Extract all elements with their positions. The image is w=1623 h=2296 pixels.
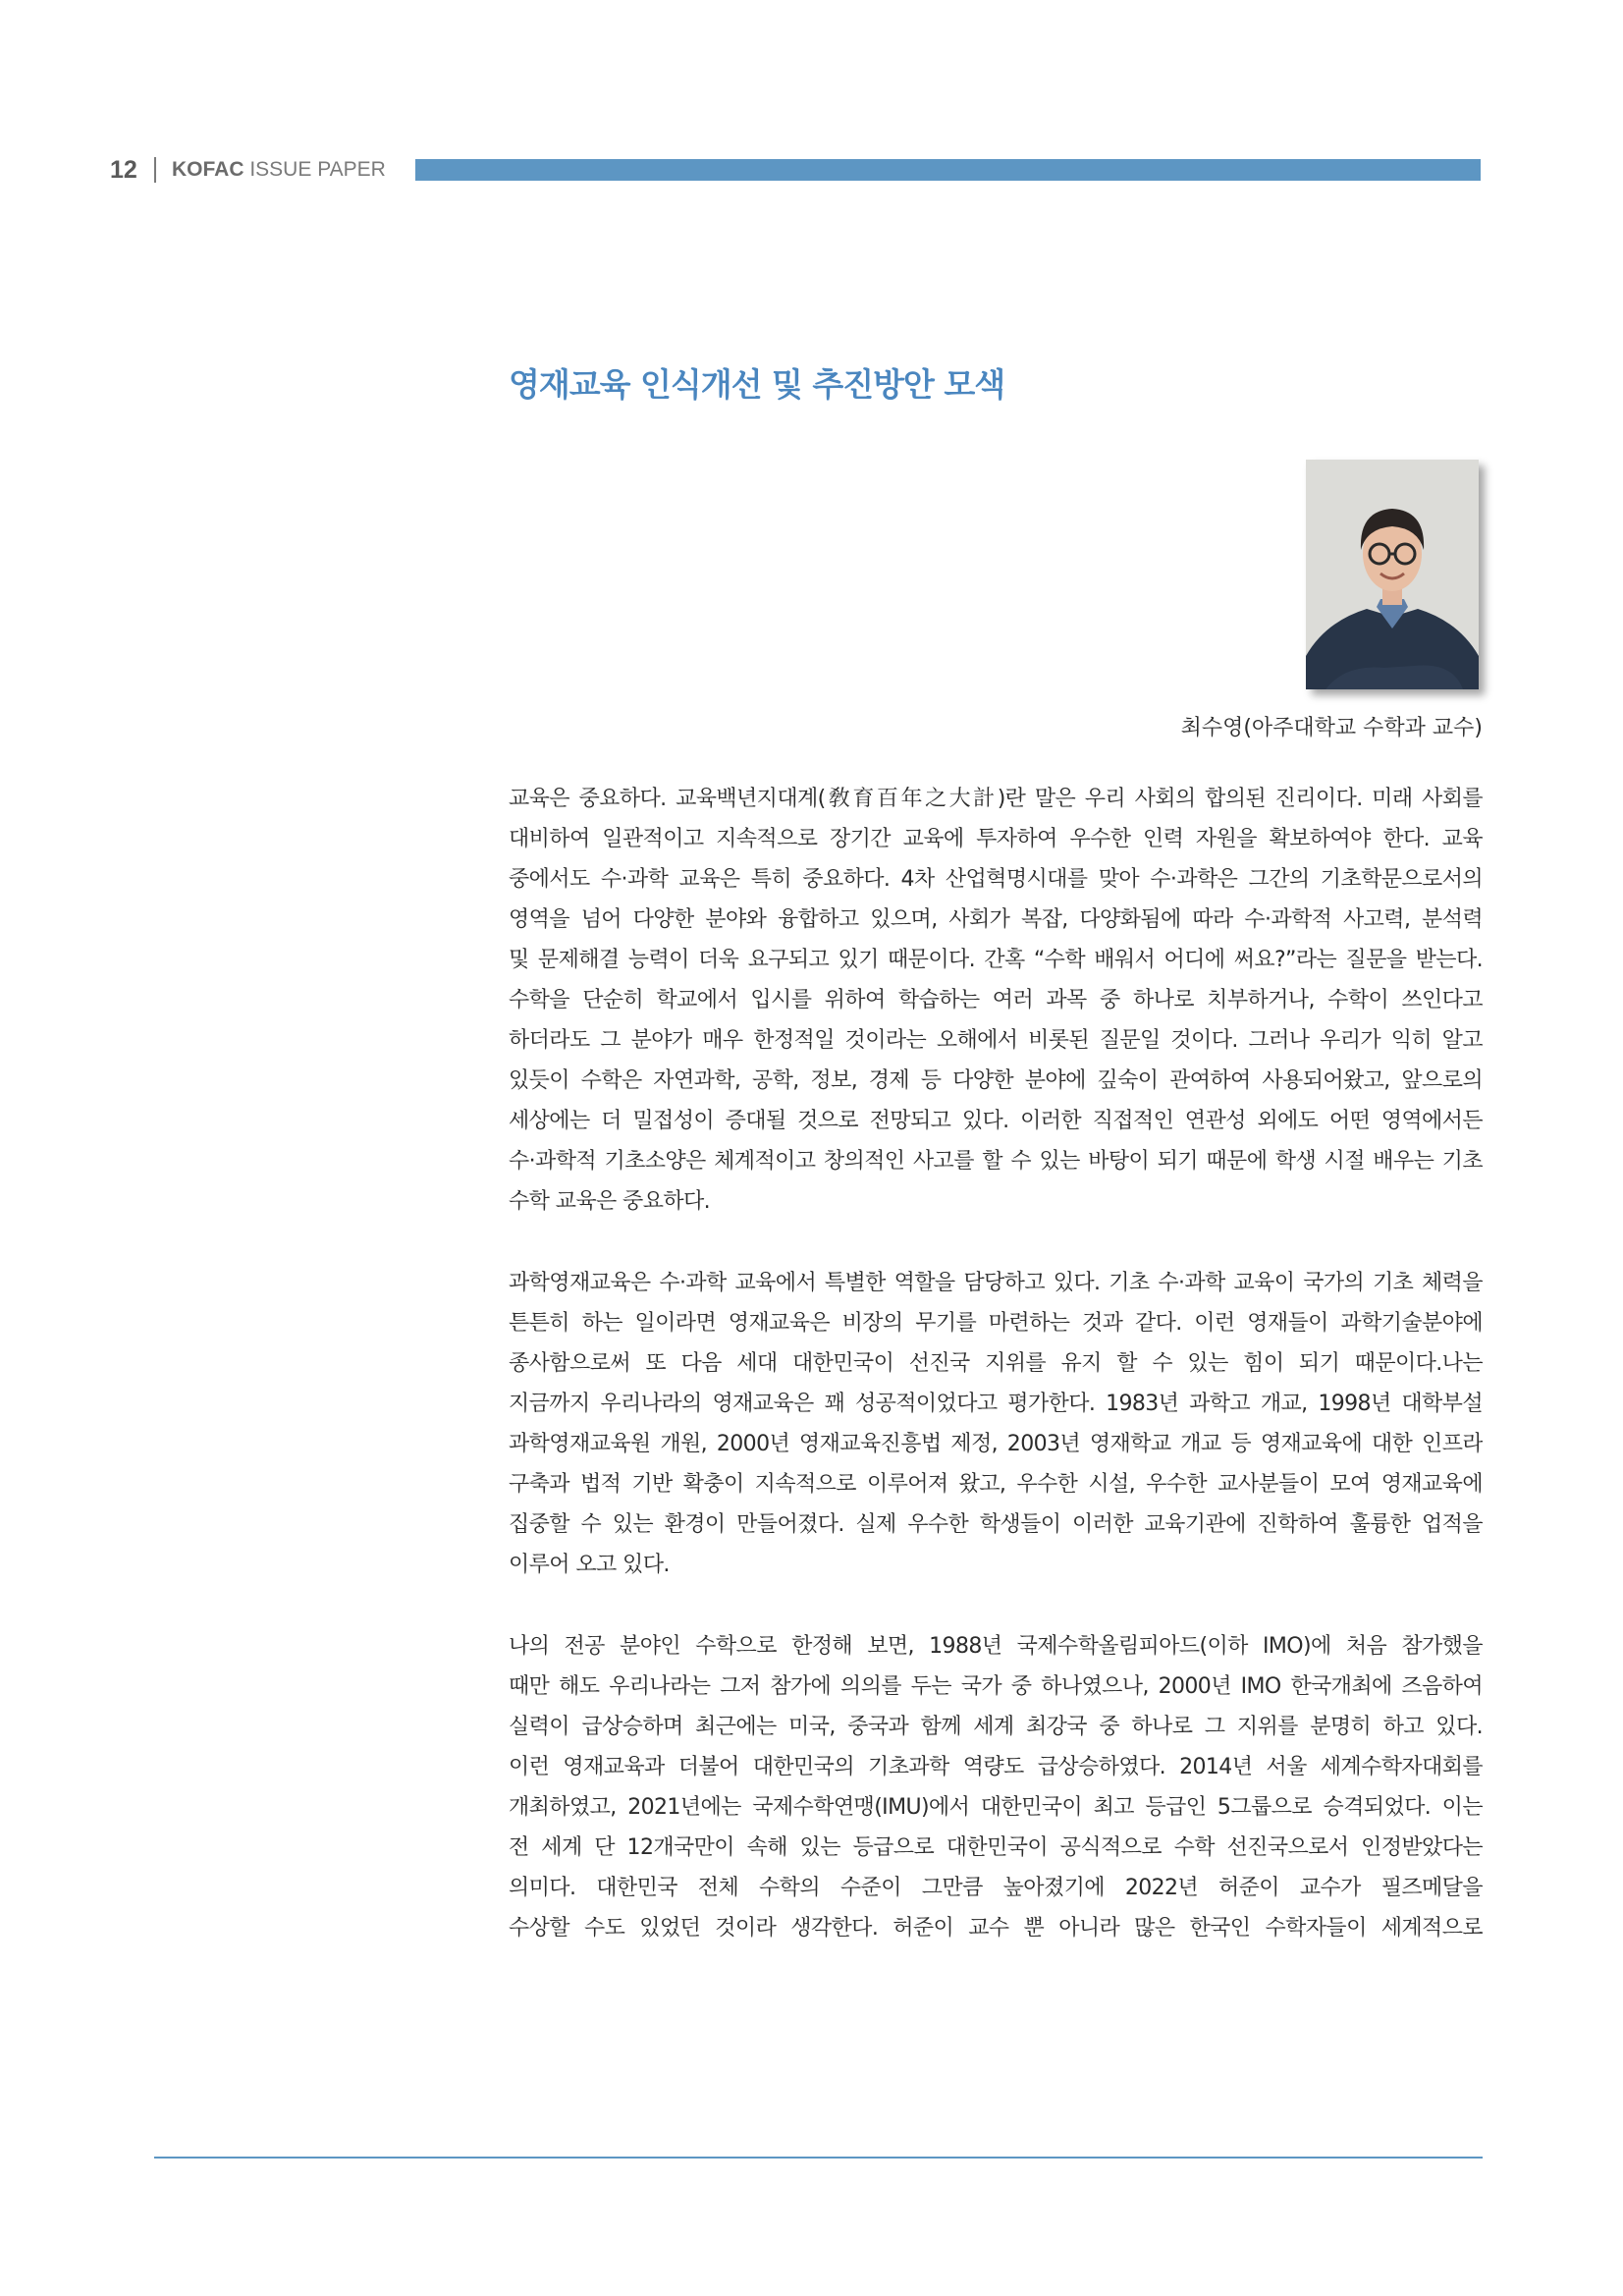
page-header bbox=[110, 155, 1485, 185]
text-line: 때만 해도 우리나라는 그저 참가에 의의를 두는 국가 중 하나였으나, 2000년 IMO 한국개최에 즈음하여 bbox=[509, 1674, 1483, 1699]
text-line: 개최하였고, 2021년에는 국제수학연맹(IMU)에서 대한민국이 최고 등급인 5그룹으로 승격되었다. 이는 bbox=[509, 1795, 1483, 1820]
text-line: 영역을 넘어 다양한 분야와 융합하고 있으며, 사회가 복잡, 다양화됨에 따라 수·과학적 사고력, 분석력 bbox=[509, 907, 1483, 932]
text-line: 교육은 중요하다. 교육백년지대계(敎育百年之大計)란 말은 우리 사회의 합의된 진리이다. 미래 사회를 bbox=[509, 787, 1483, 811]
text-line: 실력이 급상승하며 최근에는 미국, 중국과 함께 세계 최강국 중 하나로 그 지위를 분명히 하고 있다. bbox=[509, 1715, 1483, 1739]
header-divider bbox=[154, 157, 156, 183]
text-line: 이루어 오고 있다. bbox=[509, 1553, 670, 1577]
text-line: 튼튼히 하는 일이라면 영재교육은 비장의 무기를 마련하는 것과 같다. 이런 영재들이 과학기술분야에 bbox=[509, 1311, 1483, 1336]
footer-rule bbox=[154, 2157, 1483, 2159]
text-line: 집중할 수 있는 환경이 만들어졌다. 실제 우수한 학생들이 이러한 교육기관에 진학하여 훌륭한 업적을 bbox=[509, 1512, 1483, 1537]
text-line: 세상에는 더 밀접성이 증대될 것으로 전망되고 있다. 이러한 직접적인 연관성 외에도 어떤 영역에서든 bbox=[509, 1109, 1483, 1133]
text-line: 과학영재교육원 개원, 2000년 영재교육진흥법 제정, 2003년 영재학교 개교 등 영재교육에 대한 인프라 bbox=[509, 1432, 1483, 1456]
journal-subtitle: ISSUE PAPER bbox=[243, 158, 386, 181]
text-line: 이런 영재교육과 더불어 대한민국의 기초과학 역량도 급상승하였다. 2014년 서울 세계수학자대회를 bbox=[509, 1755, 1483, 1779]
paragraph bbox=[509, 1263, 1483, 1585]
text-line: 전 세계 단 12개국만이 속해 있는 등급으로 대한민국이 공식적으로 수학 선진국으로서 인정받았다는 bbox=[509, 1835, 1483, 1860]
journal-name bbox=[172, 155, 386, 185]
paragraph bbox=[509, 1626, 1483, 1948]
journal-brand: KOFAC bbox=[172, 158, 244, 181]
text-line: 과학영재교육은 수·과학 교육에서 특별한 역할을 담당하고 있다. 기초 수·과학 교육이 국가의 기초 체력을 bbox=[509, 1271, 1483, 1295]
author-caption: 최수영(아주대학교 수학과 교수) bbox=[1180, 716, 1483, 740]
text-line: 종사함으로써 또 다음 세대 대한민국이 선진국 지위를 유지 할 수 있는 힘이 되기 때문이다.나는 bbox=[509, 1351, 1483, 1376]
author-photo bbox=[1306, 460, 1479, 689]
text-line: 중에서도 수·과학 교육은 특히 중요하다. 4차 산업혁명시대를 맞아 수·과학은 그간의 기초학문으로서의 bbox=[509, 867, 1483, 892]
text-line: 구축과 법적 기반 확충이 지속적으로 이루어져 왔고, 우수한 시설, 우수한 교사분들이 모여 영재교육에 bbox=[509, 1472, 1483, 1497]
article-body bbox=[509, 779, 1483, 1990]
page-number: 12 bbox=[110, 156, 137, 184]
text-line: 대비하여 일관적이고 지속적으로 장기간 교육에 투자하여 우수한 인력 자원을 확보하여야 한다. 교육 bbox=[509, 827, 1483, 851]
text-line: 지금까지 우리나라의 영재교육은 꽤 성공적이었다고 평가한다. 1983년 과학고 개교, 1998년 대학부설 bbox=[509, 1392, 1483, 1416]
article-title: 영재교육 인식개선 및 추진방안 모색 bbox=[509, 365, 1005, 404]
text-line: 수상할 수도 있었던 것이라 생각한다. 허준이 교수 뿐 아니라 많은 한국인 수학자들이 세계적으로 bbox=[509, 1916, 1483, 1941]
header-accent-bar bbox=[415, 159, 1481, 181]
text-line: 수·과학적 기초소양은 체계적이고 창의적인 사고를 할 수 있는 바탕이 되기 때문에 학생 시절 배우는 기초 bbox=[509, 1149, 1483, 1174]
text-line: 나의 전공 분야인 수학으로 한정해 보면, 1988년 국제수학올림피아드(이하 IMO)에 처음 참가했을 bbox=[509, 1634, 1483, 1659]
text-line: 수학을 단순히 학교에서 입시를 위하여 학습하는 여러 과목 중 하나로 치부하거나, 수학이 쓰인다고 bbox=[509, 988, 1483, 1012]
text-line: 및 문제해결 능력이 더욱 요구되고 있기 때문이다. 간혹 “수학 배워서 어디에 써요?”라는 질문을 받는다. bbox=[509, 948, 1483, 972]
text-line: 수학 교육은 중요하다. bbox=[509, 1189, 711, 1214]
text-line: 하더라도 그 분야가 매우 한정적일 것이라는 오해에서 비롯된 질문일 것이다. 그러나 우리가 익히 알고 bbox=[509, 1028, 1483, 1053]
author-portrait-icon bbox=[1306, 460, 1479, 689]
text-line: 있듯이 수학은 자연과학, 공학, 정보, 경제 등 다양한 분야에 깊숙이 관여하여 사용되어왔고, 앞으로의 bbox=[509, 1068, 1483, 1093]
paragraph bbox=[509, 779, 1483, 1222]
text-line: 의미다. 대한민국 전체 수학의 수준이 그만큼 높아졌기에 2022년 허준이 교수가 필즈메달을 bbox=[509, 1876, 1483, 1900]
